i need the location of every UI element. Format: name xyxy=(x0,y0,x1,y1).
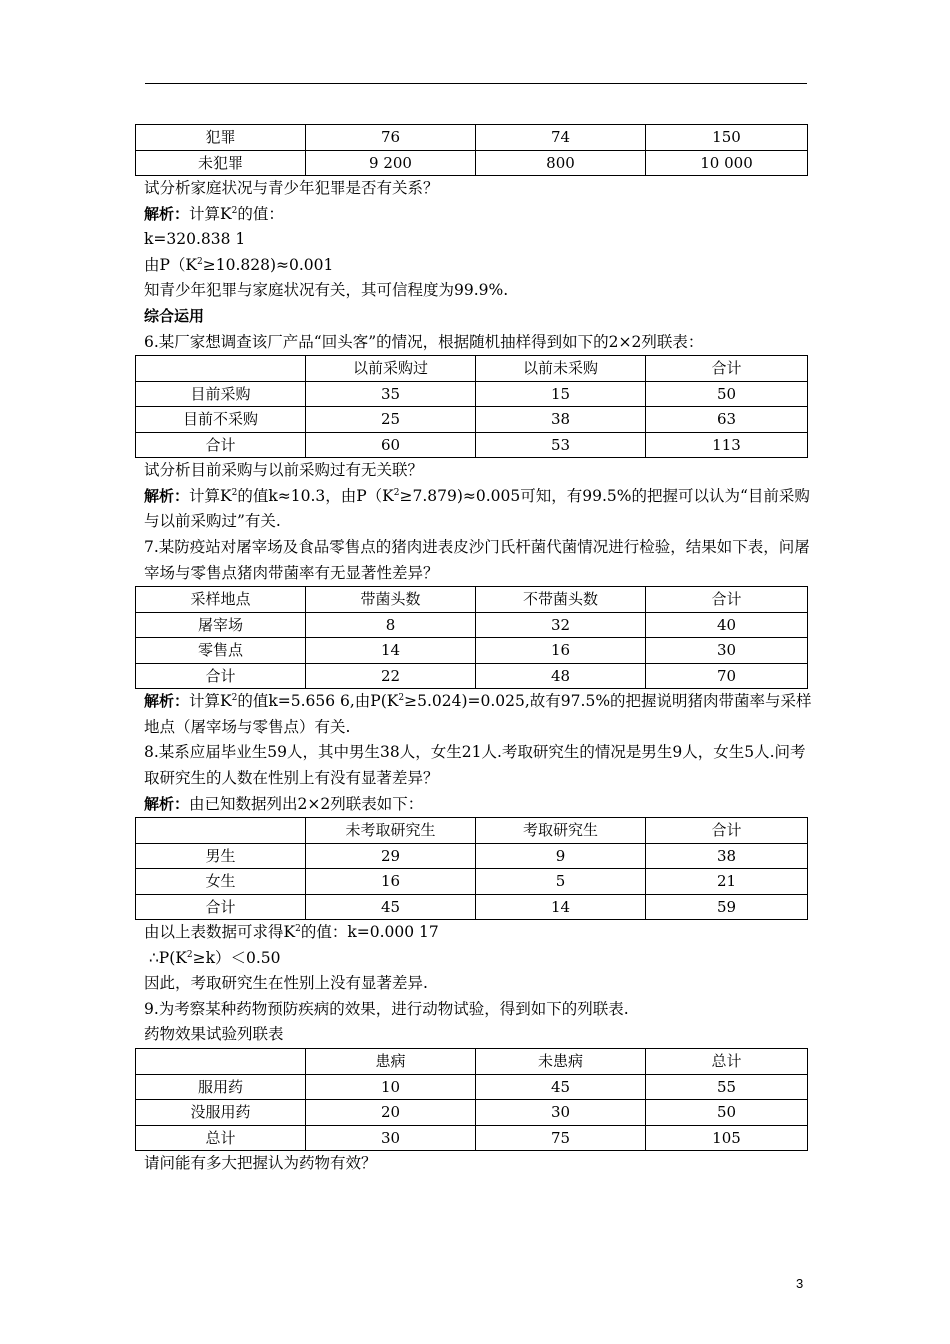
page-number: 3 xyxy=(796,1276,804,1291)
table-row xyxy=(136,612,808,638)
table-header-row xyxy=(136,1049,808,1075)
table-cell: 45 xyxy=(306,894,476,920)
superscript: 2 xyxy=(393,487,400,498)
answer-label: 解析： xyxy=(144,486,190,505)
table-cell: 未犯罪 xyxy=(136,150,306,176)
table-header-row xyxy=(136,356,808,382)
q8-answer xyxy=(144,792,816,818)
q5-p-line xyxy=(144,253,816,279)
table-cell: 45 xyxy=(476,1074,646,1100)
answer-label: 解析： xyxy=(144,204,190,223)
q6-question: 6.某厂家想调查该厂产品“回头客”的情况，根据随机抽样得到如下的2×2列联表： xyxy=(144,332,704,351)
table-cell: 22 xyxy=(306,663,476,689)
table-cell: 14 xyxy=(476,894,646,920)
table-cell: 29 xyxy=(306,843,476,869)
q5-question: 试分析家庭状况与青少年犯罪是否有关系？ xyxy=(144,179,439,197)
table-cell: 犯罪 xyxy=(136,125,306,151)
table-cell: 105 xyxy=(646,1125,808,1151)
table-cell: 目前采购 xyxy=(136,381,306,407)
header-cell: 带菌头数 xyxy=(306,587,476,613)
table-cell: 合计 xyxy=(136,663,306,689)
table-cell: 零售点 xyxy=(136,638,306,664)
table-cell: 70 xyxy=(646,663,808,689)
table-row xyxy=(136,150,808,176)
superscript: 2 xyxy=(231,205,238,216)
table-cell: 113 xyxy=(646,432,808,458)
table-cell: 21 xyxy=(646,869,808,895)
text: ≥k）＜0.50 xyxy=(192,948,281,967)
header-cell xyxy=(136,356,306,382)
table-row xyxy=(136,1074,808,1100)
answer-text: ≥5.024)=0.025,故有97.5%的把握说明猪肉带菌率与采样地点（屠宰场与零售点）有关. xyxy=(144,692,812,736)
table-cell: 30 xyxy=(306,1125,476,1151)
table-cell: 14 xyxy=(306,638,476,664)
table-cell: 150 xyxy=(646,125,808,151)
header-cell: 未考取研究生 xyxy=(306,818,476,844)
table-header-row xyxy=(136,818,808,844)
table-cell: 53 xyxy=(476,432,646,458)
answer-text: ≥7.879)≈0.005可知，有99.5%的把握可以认为“目前采购与以前采购过”有关. xyxy=(144,486,810,531)
answer-text: 计算K xyxy=(189,486,232,505)
header-cell xyxy=(136,818,306,844)
q5-k-line: k=320.838 1 xyxy=(144,230,246,249)
table-cell: 9 200 xyxy=(306,150,476,176)
header-cell: 以前采购过 xyxy=(306,356,476,382)
q8-question: 8.某系应届毕业生59人，其中男生38人，女生21人.考取研究生的情况是男生9人，女生5人.问考取研究生的人数在性别上有没有显著差异？ xyxy=(144,743,806,787)
table-row xyxy=(136,381,808,407)
table-cell: 15 xyxy=(476,381,646,407)
text: 由以上表数据可求得K xyxy=(144,923,296,942)
superscript: 2 xyxy=(231,487,238,498)
table-cell: 9 xyxy=(476,843,646,869)
table-cell: 55 xyxy=(646,1074,808,1100)
header-cell: 不带菌头数 xyxy=(476,587,646,613)
text: 的值：k=0.000 17 xyxy=(300,923,439,942)
q6-follow: 试分析目前采购与以前采购过有无关联？ xyxy=(144,461,424,480)
header-cell: 合计 xyxy=(646,587,808,613)
q7-answer xyxy=(144,689,816,740)
table-cell: 女生 xyxy=(136,869,306,895)
table-cell: 60 xyxy=(306,432,476,458)
answer-text: 的值k=5.656 6,由P(K xyxy=(237,692,399,711)
header-cell: 未患病 xyxy=(476,1049,646,1075)
q8-line3: 因此，考取研究生在性别上没有显著差异. xyxy=(144,974,428,993)
answer-text: 计算K xyxy=(189,692,232,711)
table-cell: 50 xyxy=(646,381,808,407)
table-cell: 63 xyxy=(646,407,808,433)
q6-table xyxy=(135,355,808,458)
text: ≥10.828)≈0.001 xyxy=(202,255,334,274)
table-row xyxy=(136,663,808,689)
q8-line1 xyxy=(144,920,816,946)
table-header-row xyxy=(136,587,808,613)
q7-table xyxy=(135,586,808,689)
answer-text: 的值： xyxy=(237,204,284,223)
table-cell: 74 xyxy=(476,125,646,151)
table-cell: 30 xyxy=(646,638,808,664)
table-cell: 800 xyxy=(476,150,646,176)
table-row xyxy=(136,407,808,433)
table-cell: 服用药 xyxy=(136,1074,306,1100)
header-cell: 患病 xyxy=(306,1049,476,1075)
answer-text: 的值k≈10.3，由P（K xyxy=(237,486,394,505)
answer-label: 解析： xyxy=(144,692,190,711)
q8-table xyxy=(135,817,808,920)
table-row xyxy=(136,894,808,920)
answer-text: 计算K xyxy=(189,204,232,223)
table-cell: 合计 xyxy=(136,432,306,458)
crime-table xyxy=(135,124,808,176)
header-cell: 考取研究生 xyxy=(476,818,646,844)
page-content xyxy=(144,124,816,1177)
table-cell: 48 xyxy=(476,663,646,689)
table-cell: 35 xyxy=(306,381,476,407)
answer-label: 解析： xyxy=(144,794,190,813)
table-cell: 男生 xyxy=(136,843,306,869)
q6-answer xyxy=(144,484,816,535)
q9-table xyxy=(135,1048,808,1151)
q8-line2 xyxy=(144,946,816,972)
superscript: 2 xyxy=(295,924,301,935)
superscript: 2 xyxy=(197,256,203,267)
table-cell: 5 xyxy=(476,869,646,895)
q5-answer xyxy=(144,202,816,228)
header-cell xyxy=(136,1049,306,1075)
q9-follow: 请问能有多大把握认为药物有效？ xyxy=(144,1154,377,1173)
table-row xyxy=(136,1125,808,1151)
table-row xyxy=(136,432,808,458)
superscript: 2 xyxy=(231,693,238,704)
table-row xyxy=(136,125,808,151)
table-row xyxy=(136,869,808,895)
table-cell: 38 xyxy=(476,407,646,433)
table-row xyxy=(136,638,808,664)
q7-question: 7.某防疫站对屠宰场及食品零售点的猪肉进表皮沙门氏杆菌代菌情况进行检验，结果如下表，问屠宰场与零售点猪肉带菌率有无显著性差异？ xyxy=(144,537,810,582)
table-cell: 合计 xyxy=(136,894,306,920)
table-row xyxy=(136,843,808,869)
table-cell: 30 xyxy=(476,1100,646,1126)
q9-caption: 药物效果试验列联表 xyxy=(144,1025,284,1044)
table-cell: 75 xyxy=(476,1125,646,1151)
header-cell: 总计 xyxy=(646,1049,808,1075)
superscript: 2 xyxy=(186,949,193,960)
table-cell: 目前不采购 xyxy=(136,407,306,433)
table-cell: 8 xyxy=(306,612,476,638)
text: ∴P(K xyxy=(148,948,187,967)
table-cell: 32 xyxy=(476,612,646,638)
table-cell: 25 xyxy=(306,407,476,433)
header-cell: 采样地点 xyxy=(136,587,306,613)
header-rule xyxy=(145,83,807,84)
table-cell: 总计 xyxy=(136,1125,306,1151)
table-cell: 屠宰场 xyxy=(136,612,306,638)
table-cell: 59 xyxy=(646,894,808,920)
table-cell: 50 xyxy=(646,1100,808,1126)
table-cell: 76 xyxy=(306,125,476,151)
section-heading: 综合运用 xyxy=(144,306,205,325)
table-cell: 10 000 xyxy=(646,150,808,176)
table-cell: 40 xyxy=(646,612,808,638)
answer-text: 由已知数据列出2×2列联表如下： xyxy=(189,794,424,813)
table-row xyxy=(136,1100,808,1126)
q5-conclusion: 知青少年犯罪与家庭状况有关，其可信程度为99.9%. xyxy=(144,281,509,300)
header-cell: 合计 xyxy=(646,356,808,382)
table-cell: 16 xyxy=(306,869,476,895)
text: 由P（K xyxy=(144,255,198,274)
header-cell: 以前未采购 xyxy=(476,356,646,382)
q9-question: 9.为考察某种药物预防疾病的效果，进行动物试验，得到如下的列联表. xyxy=(144,999,629,1018)
superscript: 2 xyxy=(398,693,405,704)
table-cell: 20 xyxy=(306,1100,476,1126)
table-cell: 16 xyxy=(476,638,646,664)
table-cell: 10 xyxy=(306,1074,476,1100)
table-cell: 38 xyxy=(646,843,808,869)
header-cell: 合计 xyxy=(646,818,808,844)
table-cell: 没服用药 xyxy=(136,1100,306,1126)
